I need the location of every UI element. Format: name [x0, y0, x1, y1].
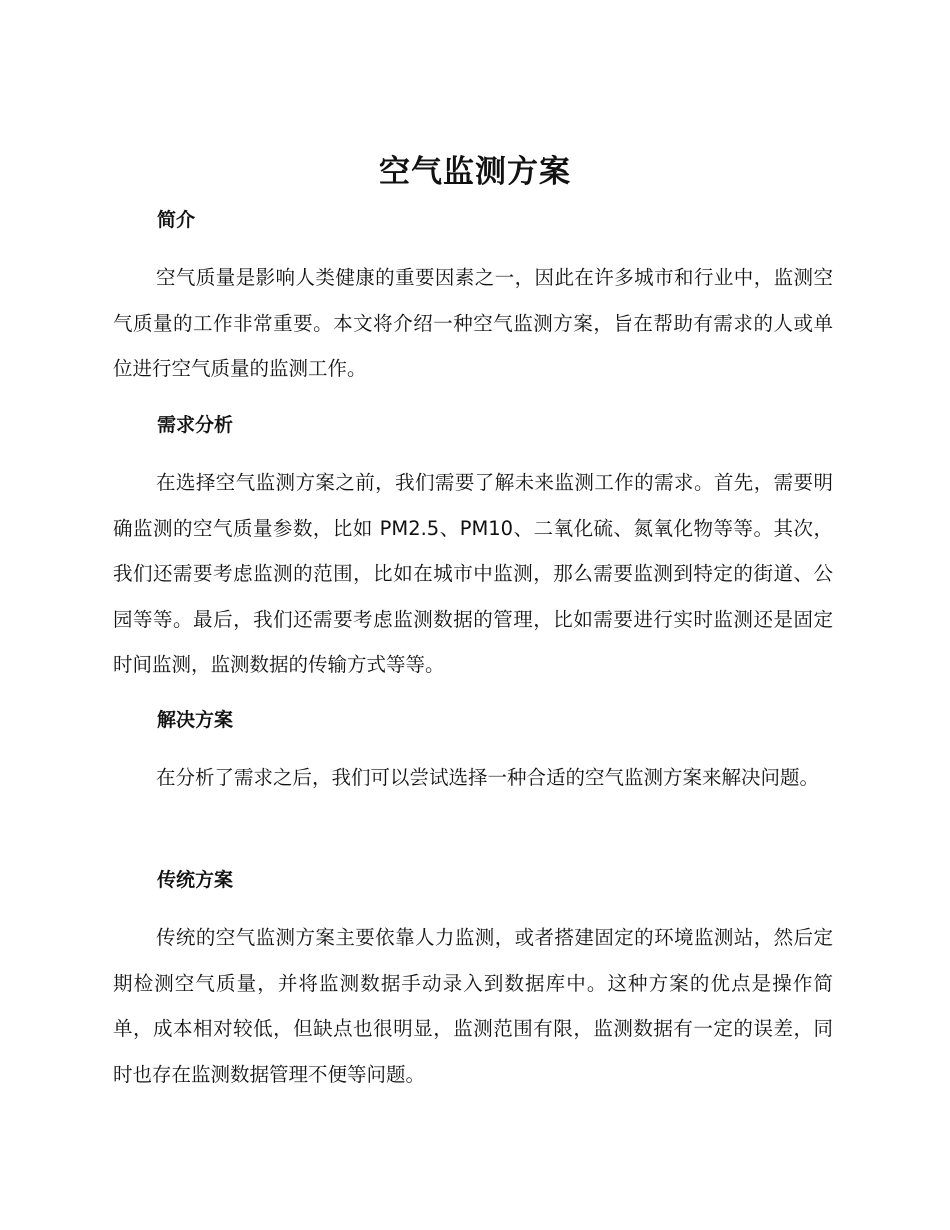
section-heading-solution: 解决方案 — [157, 709, 234, 731]
section-heading-requirements: 需求分析 — [157, 414, 234, 436]
section-paragraph-intro: 空气质量是影响人类健康的重要因素之一，因此在许多城市和行业中，监测空气质量的工作非常重要。本文将介绍一种空气监测方案，旨在帮助有需求的人或单位进行空气质量的监测工作。 — [113, 266, 833, 380]
document-title: 空气监测方案 — [379, 154, 571, 190]
section-heading-traditional: 传统方案 — [157, 869, 234, 891]
section-heading-intro: 简介 — [157, 209, 196, 231]
section-paragraph-solution: 在分析了需求之后，我们可以尝试选择一种合适的空气监测方案来解决问题。 — [156, 766, 820, 789]
section-paragraph-requirements: 在选择空气监测方案之前，我们需要了解未来监测工作的需求。首先，需要明确监测的空气质量参数，比如 PM2.5、PM10、二氧化硫、氮氧化物等等。其次，我们还需要考虑监测的范围，比如在城市中监测，那么需要监测到特定的街道、公园等等。最后，我们还需要考虑监测数据的管理，比如需要进行实时监测还是固定时间监测，监测数据的传输方式等等。 — [113, 471, 833, 676]
section-paragraph-traditional: 传统的空气监测方案主要依靠人力监测，或者搭建固定的环境监测站，然后定期检测空气质量，并将监测数据手动录入到数据库中。这种方案的优点是操作简单，成本相对较低，但缺点也很明显，监测范围有限，监测数据有一定的误差，同时也存在监测数据管理不便等问题。 — [113, 926, 833, 1086]
